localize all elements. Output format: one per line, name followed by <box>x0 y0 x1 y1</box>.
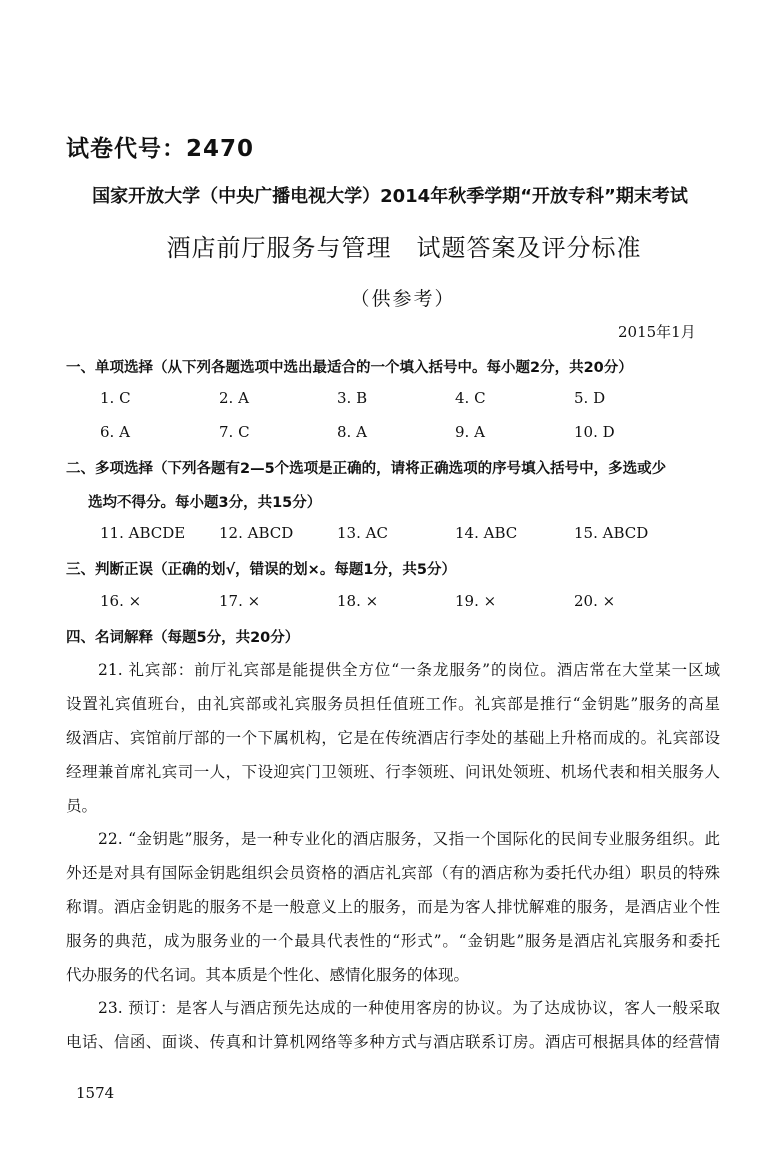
paper-code: 试卷代号：2470 <box>66 136 255 162</box>
answer-9: 9. A <box>455 423 485 441</box>
section-heading-multiple-choice: 二、多项选择（下列各题有2—5个选项是正确的，请将正确选项的序号填入括号中，多选或少 <box>66 461 667 477</box>
answer-4: 4. C <box>455 389 486 407</box>
section-heading-multiple-choice-cont: 选均不得分。每小题3分，共15分） <box>88 495 322 511</box>
answer-21-paragraph <box>66 653 720 823</box>
answer-18: 18. × <box>337 592 379 610</box>
answer-21-line: 设置礼宾值班台，由礼宾部或礼宾服务员担任值班工作。礼宾部是推行“金钥匙”服务的高星 <box>66 695 720 713</box>
answer-21-line: 员。 <box>66 797 98 815</box>
exam-header: 国家开放大学（中央广播电视大学）2014年秋季学期“开放专科”期末考试 <box>92 186 688 207</box>
answer-6: 6. A <box>100 423 130 441</box>
answer-11: 11. ABCDE <box>100 524 186 542</box>
answer-14: 14. ABC <box>455 524 518 542</box>
answer-3: 3. B <box>337 389 368 407</box>
answer-16: 16. × <box>100 592 142 610</box>
answer-8: 8. A <box>337 423 367 441</box>
page-title: 酒店前厅服务与管理 试题答案及评分标准 <box>166 234 642 262</box>
answer-23-line: 23. 预订：是客人与酒店预先达成的一种使用客房的协议。为了达成协议，客人一般采取 <box>98 999 720 1017</box>
answer-22-line: 服务的典范，成为服务业的一个最具代表性的“形式”。“金钥匙”服务是酒店礼宾服务和委托 <box>66 932 720 950</box>
answer-21-line: 21. 礼宾部：前厅礼宾部是能提供全方位“一条龙服务”的岗位。酒店常在大堂某一区域 <box>98 661 720 679</box>
answer-5: 5. D <box>574 389 606 407</box>
page-number: 1574 <box>76 1084 115 1102</box>
answer-22-line: 代办服务的代名词。其本质是个性化、感情化服务的体现。 <box>66 966 470 984</box>
answer-10: 10. D <box>574 423 615 441</box>
answer-21-line: 级酒店、宾馆前厅部的一个下属机构，它是在传统酒店行李处的基础上升格而成的。礼宾部设 <box>66 729 720 747</box>
section-heading-true-false: 三、判断正误（正确的划√，错误的划×。每题1分，共5分） <box>66 562 456 578</box>
answer-15: 15. ABCD <box>574 524 649 542</box>
answer-17: 17. × <box>219 592 261 610</box>
answer-19: 19. × <box>455 592 497 610</box>
answer-1: 1. C <box>100 389 131 407</box>
answer-22-line: 22. “金钥匙”服务，是一种专业化的酒店服务，又指一个国际化的民间专业服务组织。此 <box>98 830 720 848</box>
section-heading-single-choice: 一、单项选择（从下列各题选项中选出最适合的一个填入括号中。每小题2分，共20分） <box>66 360 633 376</box>
answer-12: 12. ABCD <box>219 524 294 542</box>
answer-23-line: 电话、信函、面谈、传真和计算机网络等多种方式与酒店联系订房。酒店可根据具体的经营情 <box>66 1033 720 1051</box>
answer-23-paragraph <box>66 991 720 1059</box>
answer-13: 13. AC <box>337 524 388 542</box>
answer-20: 20. × <box>574 592 616 610</box>
answer-21-line: 经理兼首席礼宾司一人，下设迎宾门卫领班、行李领班、问讯处领班、机场代表和相关服务人 <box>66 763 720 781</box>
answer-7: 7. C <box>219 423 250 441</box>
section-heading-term-explanation: 四、名词解释（每题5分，共20分） <box>66 630 300 646</box>
answer-22-paragraph <box>66 822 720 992</box>
answer-2: 2. A <box>219 389 249 407</box>
answer-22-line: 称谓。酒店金钥匙的服务不是一般意义上的服务，而是为客人排忧解难的服务，是酒店业个性 <box>66 898 720 916</box>
exam-date: 2015年1月 <box>618 323 696 341</box>
reference-note: （供参考） <box>350 288 456 310</box>
answer-22-line: 外还是对具有国际金钥匙组织会员资格的酒店礼宾部（有的酒店称为委托代办组）职员的特殊 <box>66 864 720 882</box>
